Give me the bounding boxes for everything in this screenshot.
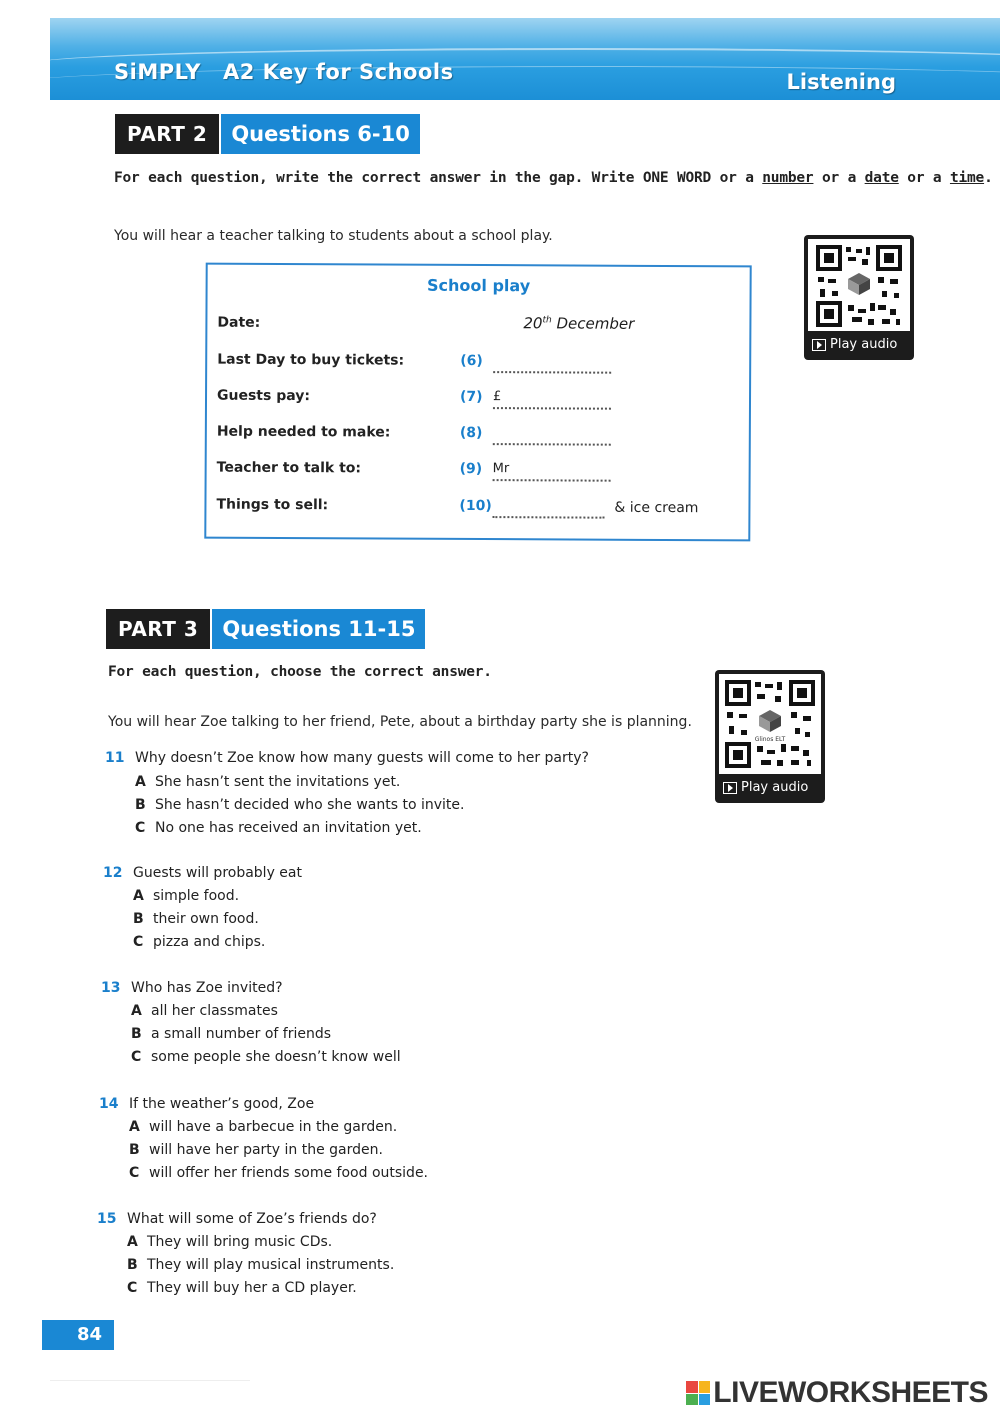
note-row-9 <box>217 460 739 487</box>
option-c[interactable] <box>127 1280 357 1296</box>
note-title: School play <box>426 275 531 296</box>
row-label: Date: <box>217 314 261 331</box>
option-letter: B <box>135 797 146 813</box>
option-b[interactable] <box>131 1026 331 1042</box>
option-text: She hasn’t sent the invitations yet. <box>155 774 401 790</box>
question-text: Who has Zoe invited? <box>131 980 283 996</box>
note-row-10 <box>216 497 738 524</box>
question-text: Guests will probably eat <box>133 865 302 881</box>
option-text: their own food. <box>153 911 259 927</box>
option-letter: C <box>133 934 144 950</box>
option-text: pizza and chips. <box>153 934 266 950</box>
watermark-text: LIVEWORKSHEETS <box>713 1376 988 1409</box>
play-icon <box>723 782 737 794</box>
brand-name: SiMPLY <box>114 60 201 84</box>
option-b[interactable] <box>133 911 259 927</box>
option-text: all her classmates <box>151 1003 278 1019</box>
instruction-text: . <box>984 170 993 186</box>
play-audio-button[interactable] <box>719 774 821 799</box>
option-text: simple food. <box>153 888 240 904</box>
play-icon <box>812 339 826 351</box>
option-letter: A <box>135 774 146 790</box>
section-label: Listening <box>786 70 896 94</box>
question-number: 15 <box>97 1211 117 1227</box>
answer-gap-8[interactable] <box>493 425 611 446</box>
part2-questions-label: Questions 6-10 <box>221 114 420 154</box>
date-day: 20 <box>523 314 543 333</box>
qr-code-icon <box>719 674 821 774</box>
option-letter: B <box>131 1026 142 1042</box>
part2-label: PART 2 <box>115 114 219 154</box>
option-c[interactable] <box>129 1165 428 1181</box>
row-label: Teacher to talk to: <box>216 459 362 477</box>
option-text: a small number of friends <box>151 1026 332 1042</box>
answer-gap-7[interactable]: £ <box>493 389 611 410</box>
play-audio-label: Play audio <box>830 337 898 352</box>
part2-context: You will hear a teacher talking to students about a school play. <box>114 228 553 244</box>
option-text: No one has received an invitation yet. <box>155 820 422 836</box>
instruction-text: For each question, write the correct answer in the gap. Write ONE WORD or a <box>114 170 763 186</box>
qr-code-icon <box>808 239 910 331</box>
option-a[interactable] <box>131 1003 278 1019</box>
instruction-time: time <box>949 170 985 186</box>
option-text: They will play musical instruments. <box>147 1257 395 1273</box>
option-text: some people she doesn’t know well <box>151 1049 401 1065</box>
option-letter: A <box>127 1234 138 1250</box>
qr-audio-part3[interactable] <box>715 670 825 803</box>
option-letter: C <box>129 1165 140 1181</box>
option-c[interactable] <box>131 1049 401 1065</box>
row-label: Help needed to make: <box>216 423 391 441</box>
date-suffix: th <box>542 315 552 326</box>
option-letter: A <box>133 888 144 904</box>
option-b[interactable] <box>129 1142 383 1158</box>
question-number: 12 <box>103 865 123 881</box>
note-row-date <box>217 315 739 342</box>
gap-number: (6) <box>460 352 483 370</box>
row-label: Last Day to buy tickets: <box>217 351 405 369</box>
part3-instruction: For each question, choose the correct answer. <box>108 664 492 680</box>
option-letter: B <box>133 911 144 927</box>
part3-header <box>106 609 425 649</box>
option-letter: A <box>129 1119 140 1135</box>
page-number: 84 <box>42 1320 114 1350</box>
instruction-text: or a <box>898 170 950 186</box>
date-month: December <box>551 314 635 333</box>
instruction-number: number <box>762 170 814 186</box>
liveworksheets-watermark <box>686 1376 988 1410</box>
option-b[interactable] <box>127 1257 394 1273</box>
note-box <box>204 263 751 542</box>
play-audio-button[interactable] <box>808 331 910 356</box>
gap-number: (10) <box>459 497 492 515</box>
header-banner <box>50 18 1000 100</box>
gap-number: (8) <box>459 424 483 442</box>
book-title <box>114 60 454 84</box>
question-number: 13 <box>101 980 121 996</box>
row-label: Guests pay: <box>216 387 311 405</box>
divider <box>50 1380 250 1381</box>
option-a[interactable] <box>127 1234 332 1250</box>
option-text: will offer her friends some food outside. <box>149 1165 429 1181</box>
row-suffix: & ice cream <box>614 499 699 517</box>
liveworksheets-logo-icon <box>686 1381 710 1405</box>
option-text: They will bring music CDs. <box>147 1234 333 1250</box>
qr-caption: Glinos ELT <box>754 736 786 743</box>
question-text: What will some of Zoe’s friends do? <box>127 1211 377 1227</box>
series-name: A2 Key for Schools <box>222 60 454 84</box>
part3-label: PART 3 <box>106 609 210 649</box>
option-a[interactable] <box>129 1119 397 1135</box>
option-c[interactable] <box>133 934 265 950</box>
part3-questions-label: Questions 11-15 <box>212 609 425 649</box>
option-letter: C <box>127 1280 138 1296</box>
option-text: will have a barbecue in the garden. <box>149 1119 398 1135</box>
question-number: 14 <box>99 1096 119 1112</box>
gap-number: (7) <box>459 388 483 406</box>
part2-header <box>115 114 420 154</box>
option-text: will have her party in the garden. <box>149 1142 383 1158</box>
answer-gap-6[interactable] <box>493 353 611 374</box>
note-row-7 <box>217 388 739 415</box>
question-text: If the weather’s good, Zoe <box>129 1096 315 1112</box>
row-label: Things to sell: <box>216 496 329 514</box>
option-b[interactable] <box>135 797 464 813</box>
option-a[interactable] <box>133 888 239 904</box>
question-number: 11 <box>105 750 125 766</box>
instruction-date: date <box>864 170 899 186</box>
gap-number: (9) <box>459 460 483 478</box>
part2-instruction <box>114 170 993 186</box>
answer-gap-9[interactable]: Mr <box>493 461 611 482</box>
answer-gap-10[interactable] <box>492 498 604 519</box>
option-text: They will buy her a CD player. <box>147 1280 357 1296</box>
qr-audio-part2[interactable] <box>804 235 914 360</box>
option-letter: B <box>129 1142 140 1158</box>
instruction-text: or a <box>813 170 865 186</box>
play-audio-label: Play audio <box>741 780 809 795</box>
question-text: Why doesn’t Zoe know how many guests will come to her party? <box>135 750 589 766</box>
option-letter: C <box>135 820 146 836</box>
option-a[interactable] <box>135 774 400 790</box>
date-value <box>523 314 634 333</box>
part3-context: You will hear Zoe talking to her friend, Pete, about a birthday party she is planning. <box>108 714 692 730</box>
note-row-8 <box>217 424 739 451</box>
option-letter: A <box>131 1003 142 1019</box>
option-letter: B <box>127 1257 138 1273</box>
option-c[interactable] <box>135 820 422 836</box>
option-letter: C <box>131 1049 142 1065</box>
option-text: She hasn’t decided who she wants to invite. <box>155 797 465 813</box>
note-row-6 <box>217 352 739 379</box>
